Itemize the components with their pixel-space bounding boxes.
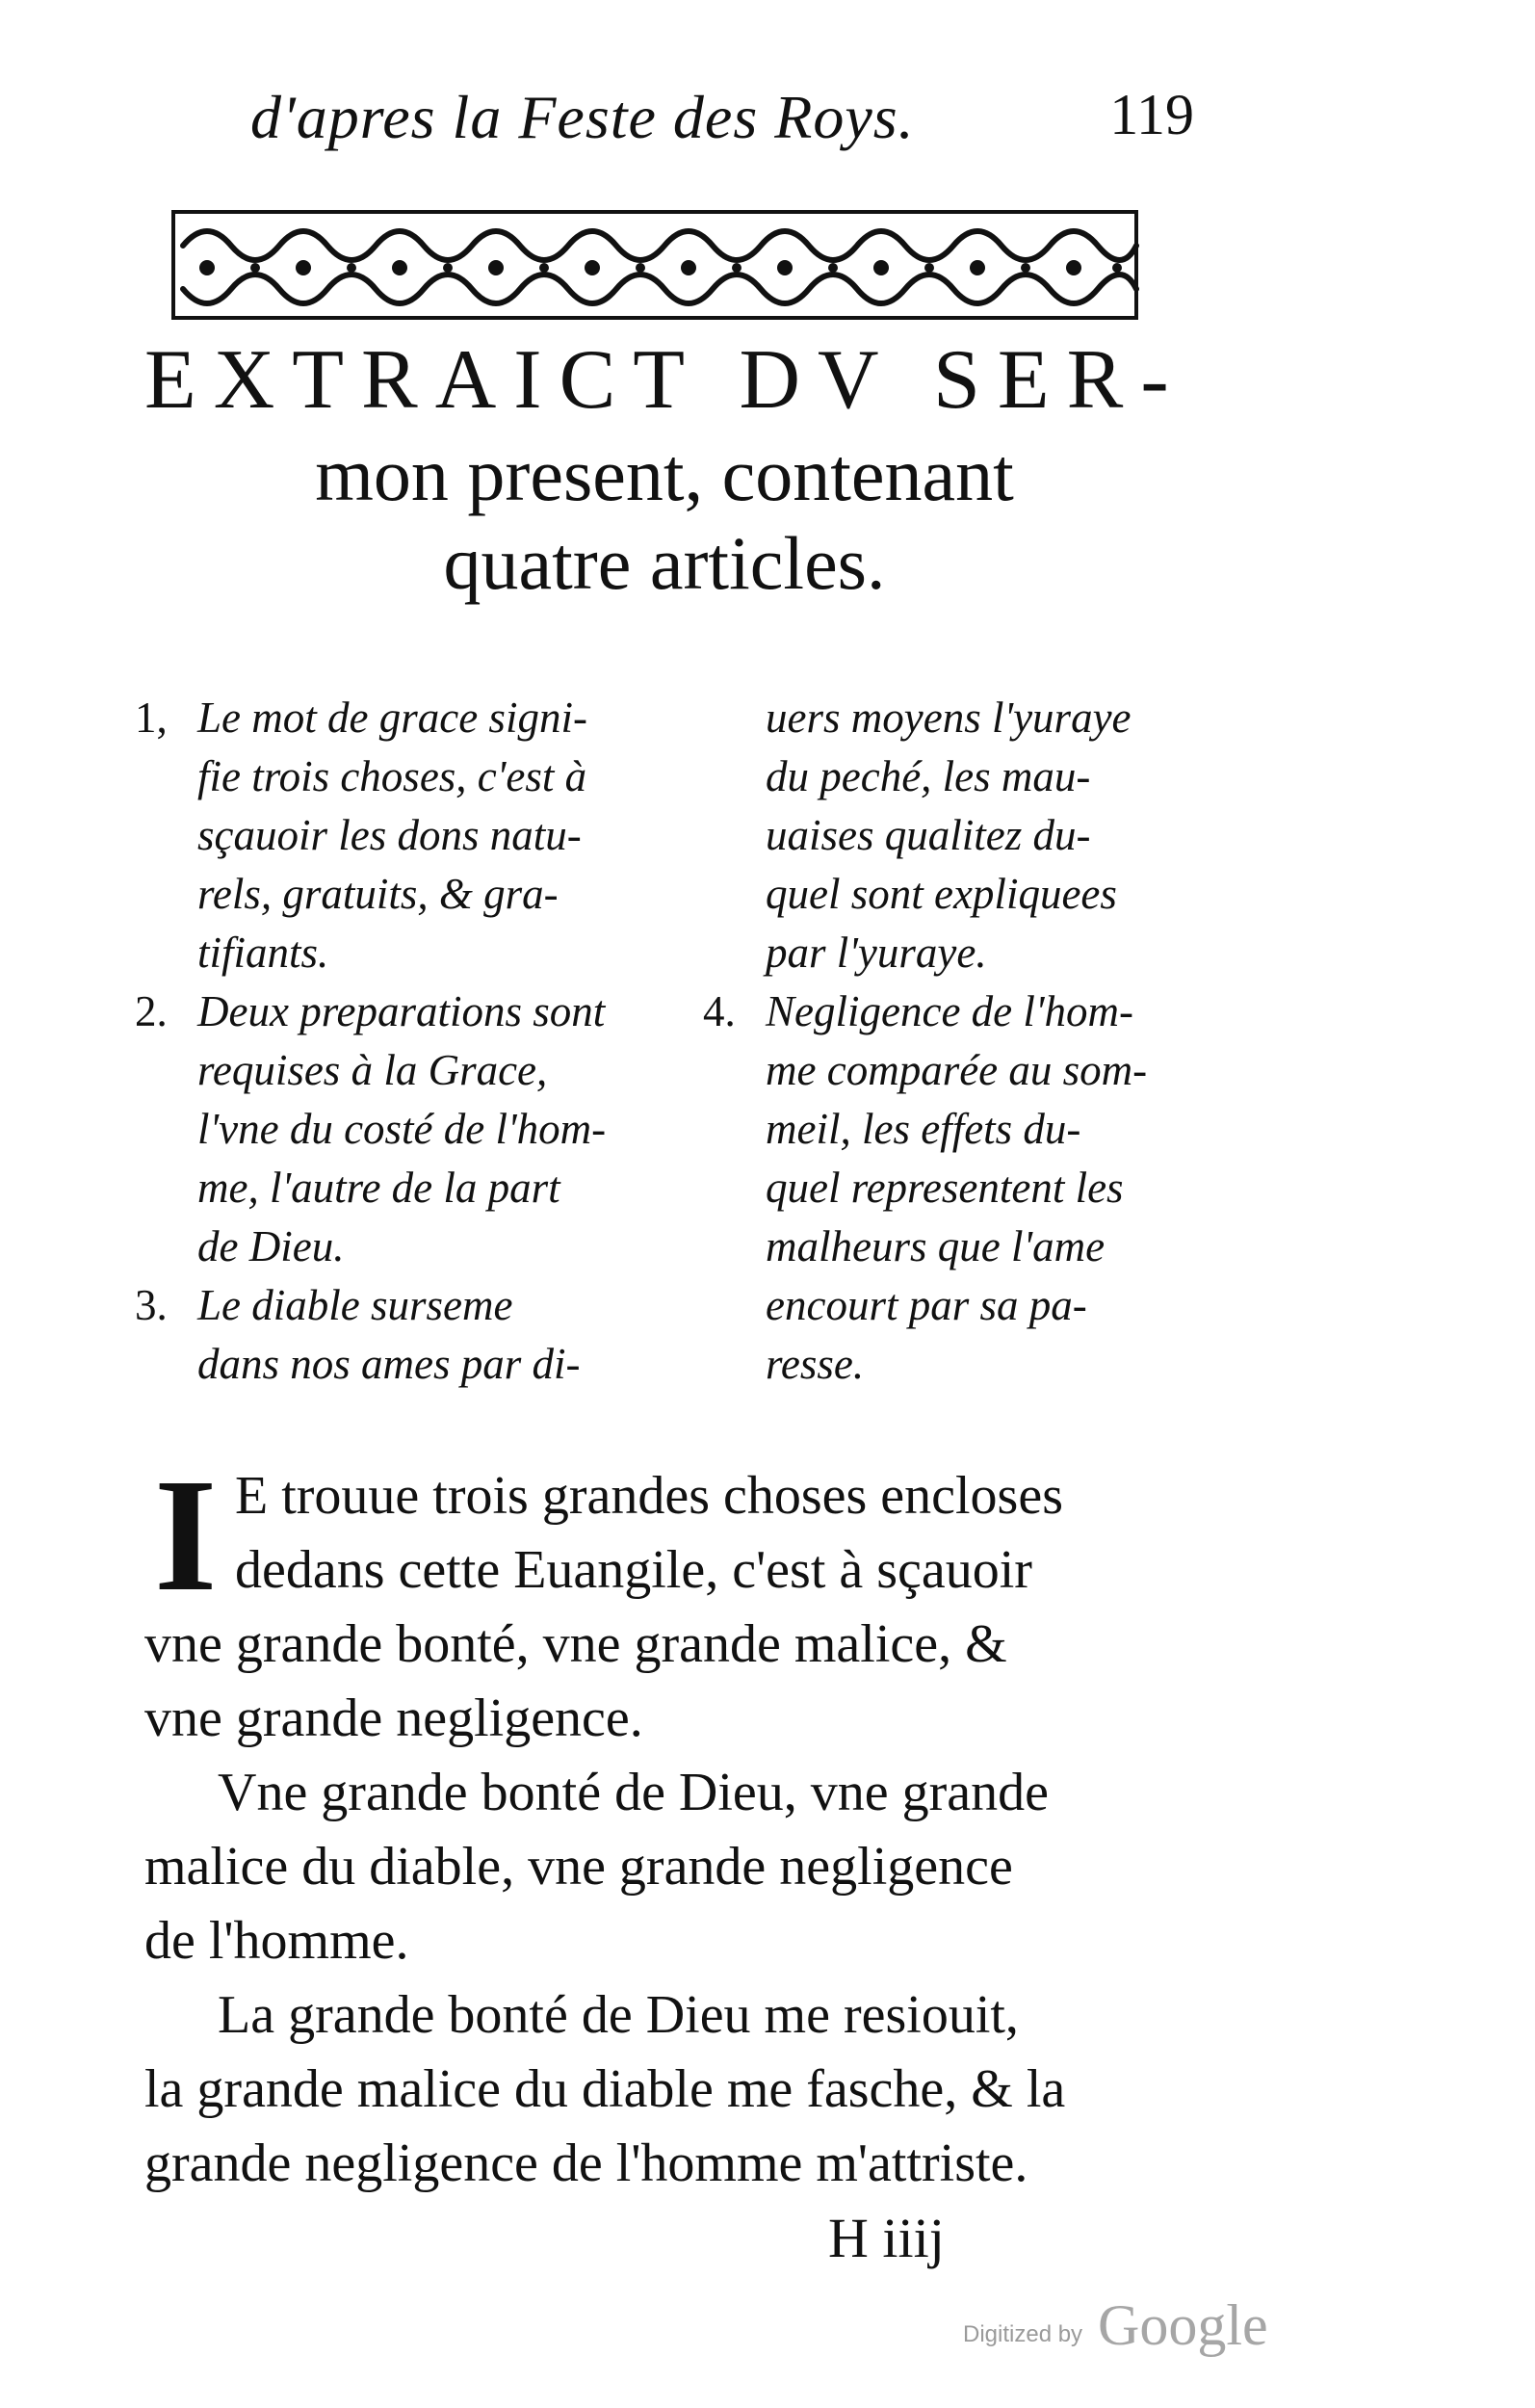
body-line: dedans cette Euangile, c'est à sçauoir	[235, 1540, 1032, 1600]
sermon-title-line-3: quatre articles.	[443, 521, 886, 605]
article-line: meil, les effets du-	[766, 1105, 1081, 1153]
article-column-left	[135, 689, 636, 1394]
article-summary	[135, 689, 1194, 1421]
article-line: malheurs que l'ame	[766, 1222, 1106, 1270]
article-number: 1,	[135, 694, 168, 742]
sermon-title-line-2: mon present, contenant	[315, 432, 1014, 516]
body-line: La grande bonté de Dieu me resiouit,	[218, 1985, 1019, 2045]
sermon-title-line-1: EXTRAICT DV SER-	[144, 333, 1186, 427]
body-line: grande negligence de l'homme m'attriste.	[144, 2133, 1028, 2193]
article-number: 4.	[703, 987, 736, 1035]
article-3	[135, 1276, 636, 1394]
article-line: dans nos ames par di-	[197, 1340, 581, 1388]
article-2	[135, 982, 636, 1276]
article-line: rels, gratuits, & gra-	[197, 870, 559, 918]
body-line: Vne grande bonté de Dieu, vne grande	[218, 1763, 1049, 1822]
article-line: me, l'autre de la part	[197, 1164, 560, 1212]
article-number: 3.	[135, 1281, 168, 1329]
article-column-right	[703, 689, 1204, 1394]
article-number: 2.	[135, 987, 168, 1035]
google-logo: Google	[1098, 2293, 1268, 2357]
article-line: tifiants.	[197, 929, 329, 977]
digitized-watermark	[963, 2292, 1290, 2369]
article-line: Deux preparations sont	[197, 987, 606, 1035]
sermon-title	[144, 332, 1184, 608]
article-line: sçauoir les dons natu-	[197, 811, 582, 859]
body-line: de l'homme.	[144, 1911, 409, 1971]
article-line: quel sont expliquees	[766, 870, 1117, 918]
paragraph-2	[144, 1756, 1184, 1978]
article-1	[135, 689, 636, 982]
article-line: Le mot de grace signi-	[197, 694, 587, 742]
body-line: vne grande bonté, vne grande malice, &	[144, 1614, 1007, 1674]
article-line: resse.	[766, 1340, 865, 1388]
article-line: uaises qualitez du-	[766, 811, 1091, 859]
body-line: vne grande negligence.	[144, 1688, 643, 1748]
body-line: la grande malice du diable me fasche, & la	[144, 2059, 1066, 2119]
headpiece-ornament	[144, 193, 1175, 337]
article-line: du peché, les mau-	[766, 752, 1091, 800]
article-line: Negligence de l'hom-	[766, 987, 1133, 1035]
article-line: quel representent les	[766, 1164, 1124, 1212]
article-line: uers moyens l'yuraye	[766, 694, 1132, 742]
article-line: me comparée au som-	[766, 1046, 1148, 1094]
signature-mark: H iiij	[828, 2207, 945, 2269]
drop-cap: I	[154, 1446, 218, 1625]
article-4	[703, 982, 1204, 1394]
body-line: E trouue trois grandes choses encloses	[235, 1466, 1063, 1526]
sermon-body	[144, 1446, 1184, 2201]
article-line: requises à la Grace,	[197, 1046, 548, 1094]
paragraph-1	[144, 1446, 1184, 1756]
running-head-title: d'apres la Feste des Roys.	[250, 83, 915, 151]
article-3-continuation	[703, 689, 1204, 982]
article-line: de Dieu.	[197, 1222, 345, 1270]
watermark-prefix: Digitized by	[963, 2321, 1083, 2347]
article-line: Le diable surseme	[197, 1281, 513, 1329]
article-line: fie trois choses, c'est à	[197, 752, 587, 800]
article-line: l'vne du costé de l'hom-	[197, 1105, 607, 1153]
article-line: encourt par sa pa-	[766, 1281, 1087, 1329]
paragraph-3	[144, 1978, 1184, 2201]
running-head	[250, 82, 1194, 169]
article-line: par l'yuraye.	[766, 929, 987, 977]
page-number: 119	[1109, 83, 1194, 146]
body-line: malice du diable, vne grande negligence	[144, 1837, 1013, 1897]
